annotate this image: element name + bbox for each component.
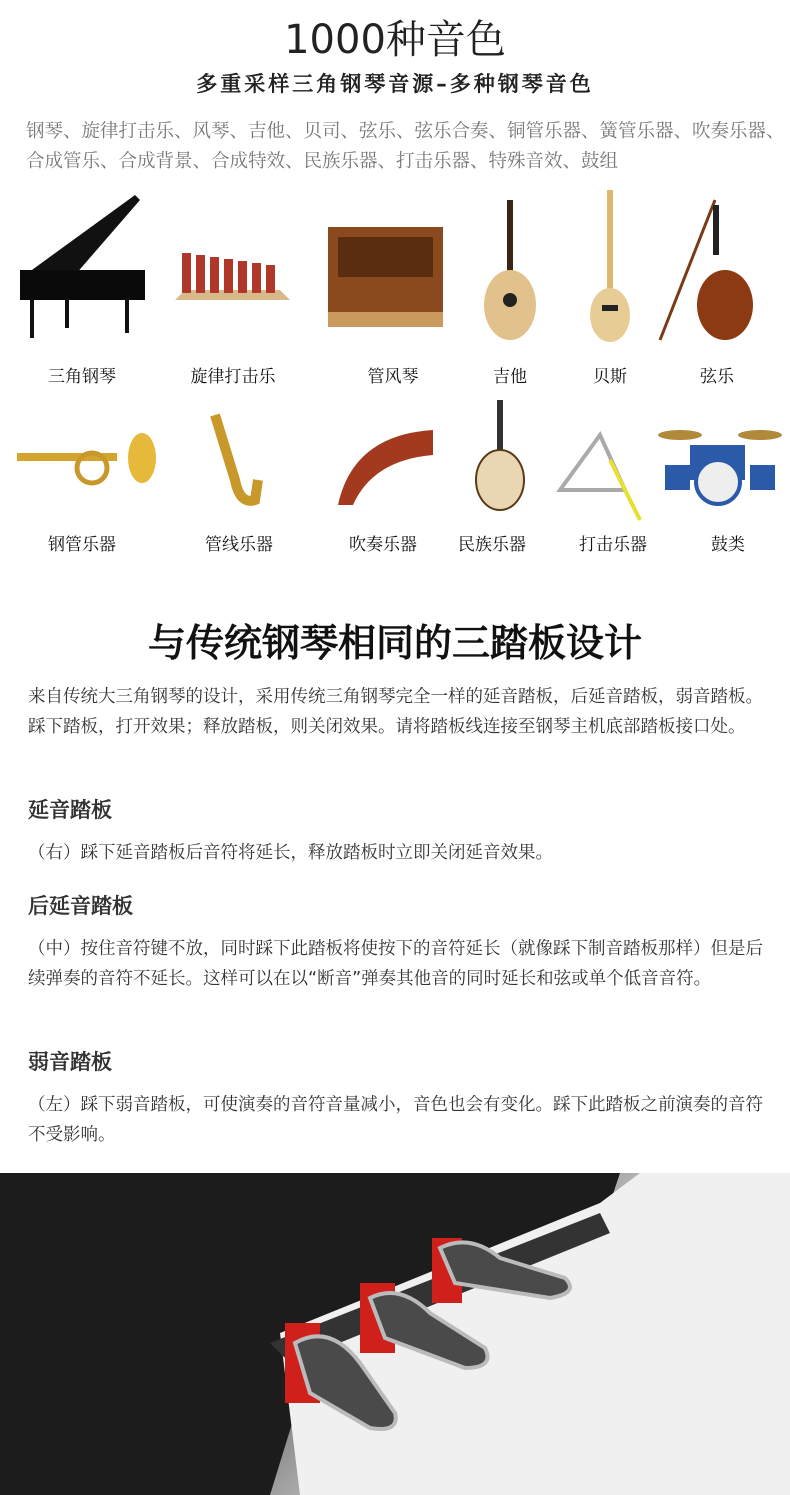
page-title: 1000种音色 [284, 17, 506, 63]
pedal-desc-sustain: （右）踩下延音踏板后音符将延长，释放踏板时立即关闭延音效果。 [28, 843, 553, 863]
subtitle: 多重采样三角钢琴音源–多种钢琴音色 [196, 72, 594, 96]
bass-image [585, 185, 635, 345]
instrument-label: 三角钢琴 [48, 367, 116, 387]
xylophone-image [170, 245, 295, 310]
saxophone-image [200, 410, 265, 515]
instrument-label: 民族乐器 [458, 535, 526, 555]
instrument-label: 管线乐器 [205, 535, 273, 555]
instrument-label: 鼓类 [711, 535, 745, 555]
pedal-title-sustain: 延音踏板 [28, 798, 112, 822]
pedal-title-soft: 弱音踏板 [28, 1050, 112, 1074]
instrument-label: 贝斯 [593, 367, 627, 387]
instrument-label: 打击乐器 [579, 535, 647, 555]
pan-flute-image [333, 425, 438, 510]
cornet-image [12, 428, 160, 493]
triangle-image [555, 430, 650, 525]
instrument-label: 钢管乐器 [48, 535, 116, 555]
grand-piano-image [15, 190, 150, 340]
violin-image [655, 195, 755, 345]
instrument-label: 管风琴 [367, 367, 419, 387]
pipa-image [470, 395, 530, 515]
voice-list: 钢琴、旋律打击乐、风琴、吉他、贝司、弦乐、弦乐合奏、铜管乐器、簧管乐器、吹奏乐器、合成管乐、合成背景、合成特效、民族乐器、打击乐器、特殊音效、鼓组 [26, 121, 785, 172]
pedal-section-title: 与传统钢琴相同的三踏板设计 [147, 621, 642, 665]
pedal-desc-sostenuto: （中）按住音符键不放，同时踩下此踏板将使按下的音符延长（就像踩下制音踏板那样）但是后续弹奏的音符不延长。这样可以在以“断音”弹奏其他音的同时延长和弦或单个低音音符。 [28, 939, 763, 989]
instrument-label: 旋律打击乐 [190, 367, 276, 387]
pedal-intro: 来自传统大三角钢琴的设计，采用传统三角钢琴完全一样的延音踏板，后延音踏板，弱音踏板。踩下踏板，打开效果；释放踏板，则关闭效果。请将踏板线连接至钢琴主机底部踏板接口处。 [28, 687, 763, 737]
instrument-label: 弦乐 [700, 367, 734, 387]
instrument-label: 吉他 [493, 367, 527, 387]
pedals-photo [0, 1173, 790, 1495]
drum-kit-image [650, 420, 785, 510]
pedal-title-sostenuto: 后延音踏板 [28, 894, 133, 918]
pipe-organ-image [323, 222, 448, 332]
guitar-image [480, 195, 540, 345]
instrument-label: 吹奏乐器 [349, 535, 417, 555]
pedal-desc-soft: （左）踩下弱音踏板，可使演奏的音符音量减小，音色也会有变化。踩下此踏板之前演奏的音符不受影响。 [28, 1095, 763, 1145]
